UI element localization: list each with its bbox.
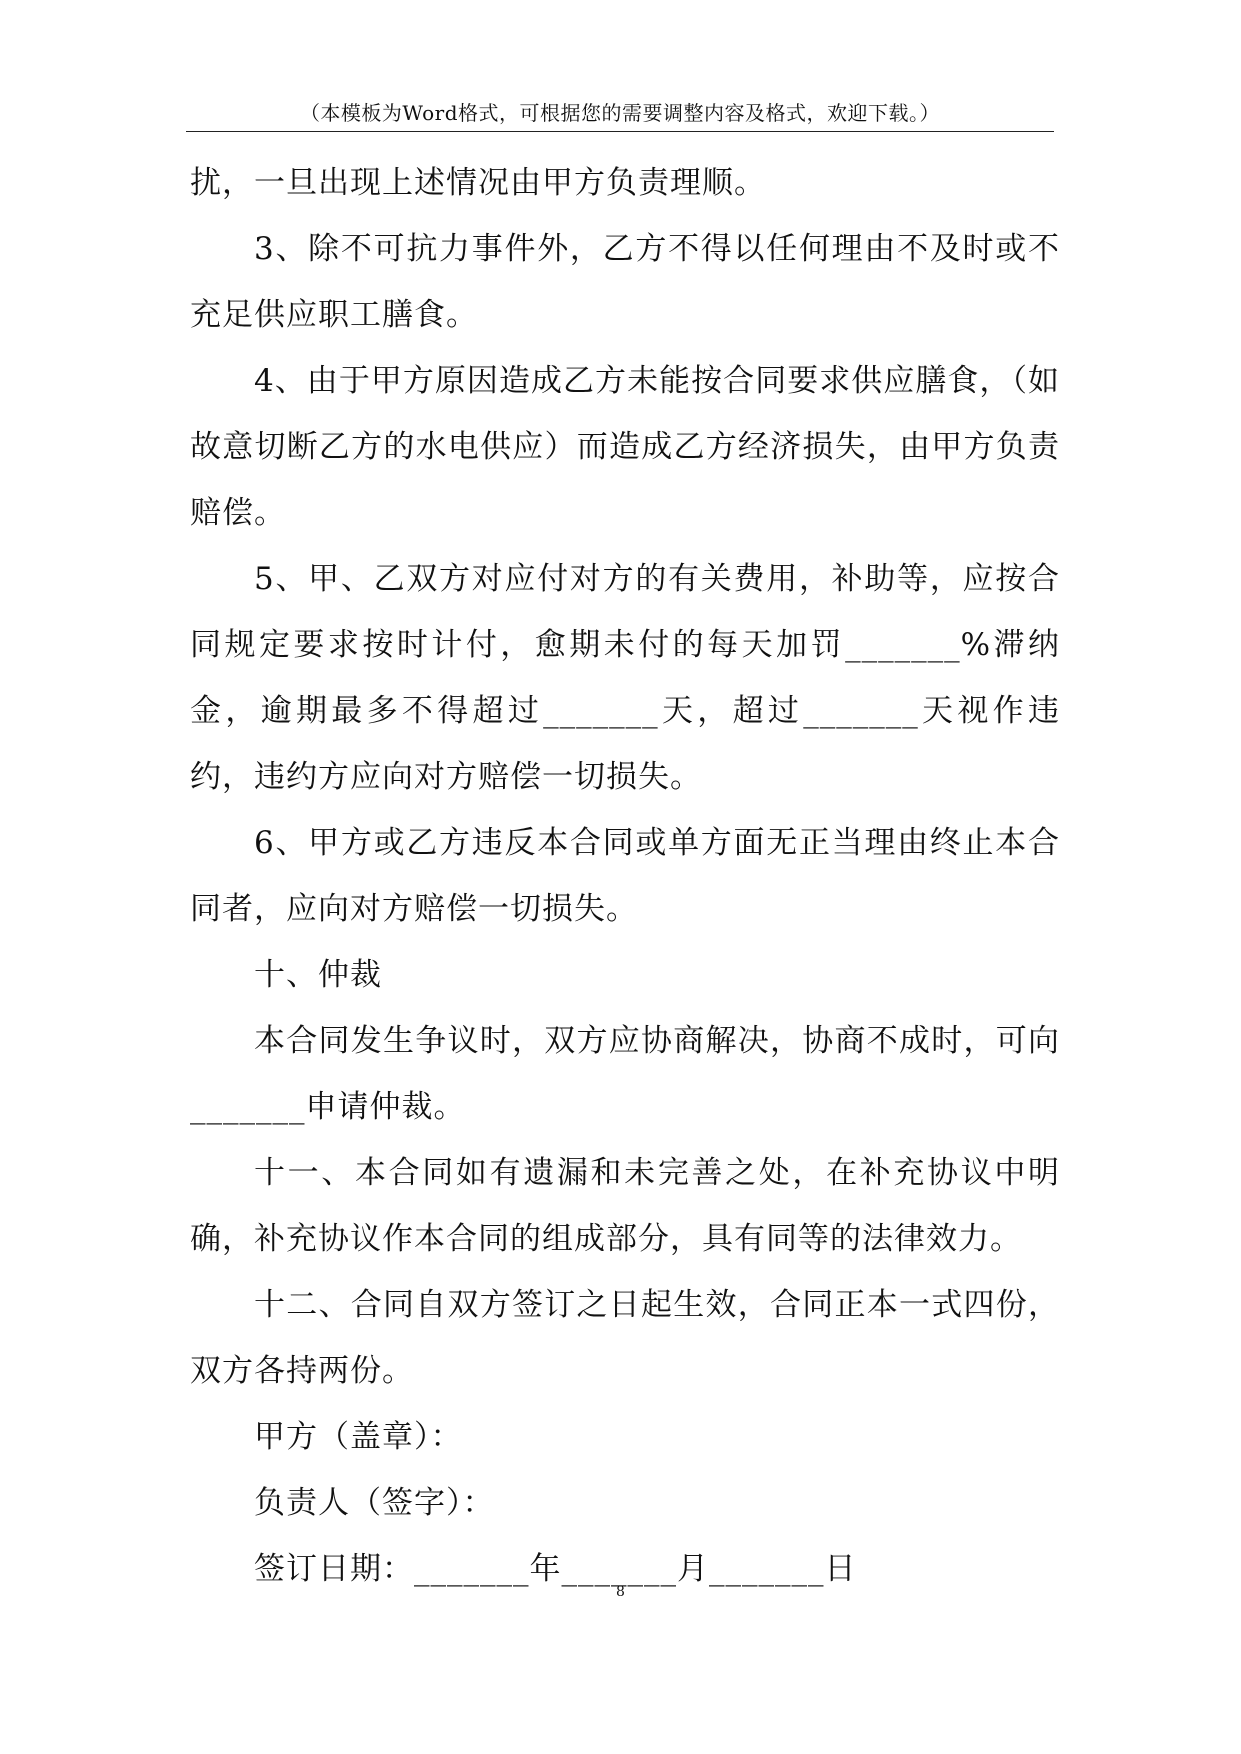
paragraph-clause-3: 3、除不可抗力事件外，乙方不得以任何理由不及时或不充足供应职工膳食。: [190, 231, 1060, 333]
page-header-note: （本模板为Word格式，可根据您的需要调整内容及格式，欢迎下载。）: [299, 101, 941, 125]
paragraph-clause-11: 十一、本合同如有遗漏和未完善之处，在补充协议中明确，补充协议作本合同的组成部分，具有同等的法律效力。: [190, 1155, 1060, 1257]
signature-date: 签订日期：_______年_______月_______日: [254, 1551, 857, 1587]
section-heading-arbitration: 十、仲裁: [254, 957, 382, 993]
page-number: 8: [616, 1584, 625, 1600]
paragraph-arbitration: 本合同发生争议时，双方应协商解决，协商不成时，可向_______申请仲裁。: [190, 1023, 1060, 1125]
paragraph-clause-6: 6、甲方或乙方违反本合同或单方面无正当理由终止本合同者，应向对方赔偿一切损失。: [190, 825, 1060, 927]
paragraph-clause-12: 十二、合同自双方签订之日起生效，合同正本一式四份，双方各持两份。: [190, 1287, 1060, 1389]
signature-party-a: 甲方（盖章）：: [254, 1419, 463, 1455]
header-divider: [186, 131, 1054, 132]
paragraph-clause-4: 4、由于甲方原因造成乙方未能按合同要求供应膳食，（如故意切断乙方的水电供应）而造成乙方经济损失，由甲方负责赔偿。: [190, 363, 1060, 531]
paragraph-continuation: 扰，一旦出现上述情况由甲方负责理顺。: [190, 165, 766, 201]
paragraph-clause-5: 5、甲、乙双方对应付对方的有关费用，补助等，应按合同规定要求按时计付，愈期未付的每天加罚_______%滞纳金，逾期最多不得超过_______天，超过_______天视作违约，违约方应向对方赔偿一切损失。: [190, 561, 1060, 795]
signature-responsible-person: 负责人（签字）：: [254, 1485, 495, 1521]
document-body: [190, 150, 1060, 1602]
